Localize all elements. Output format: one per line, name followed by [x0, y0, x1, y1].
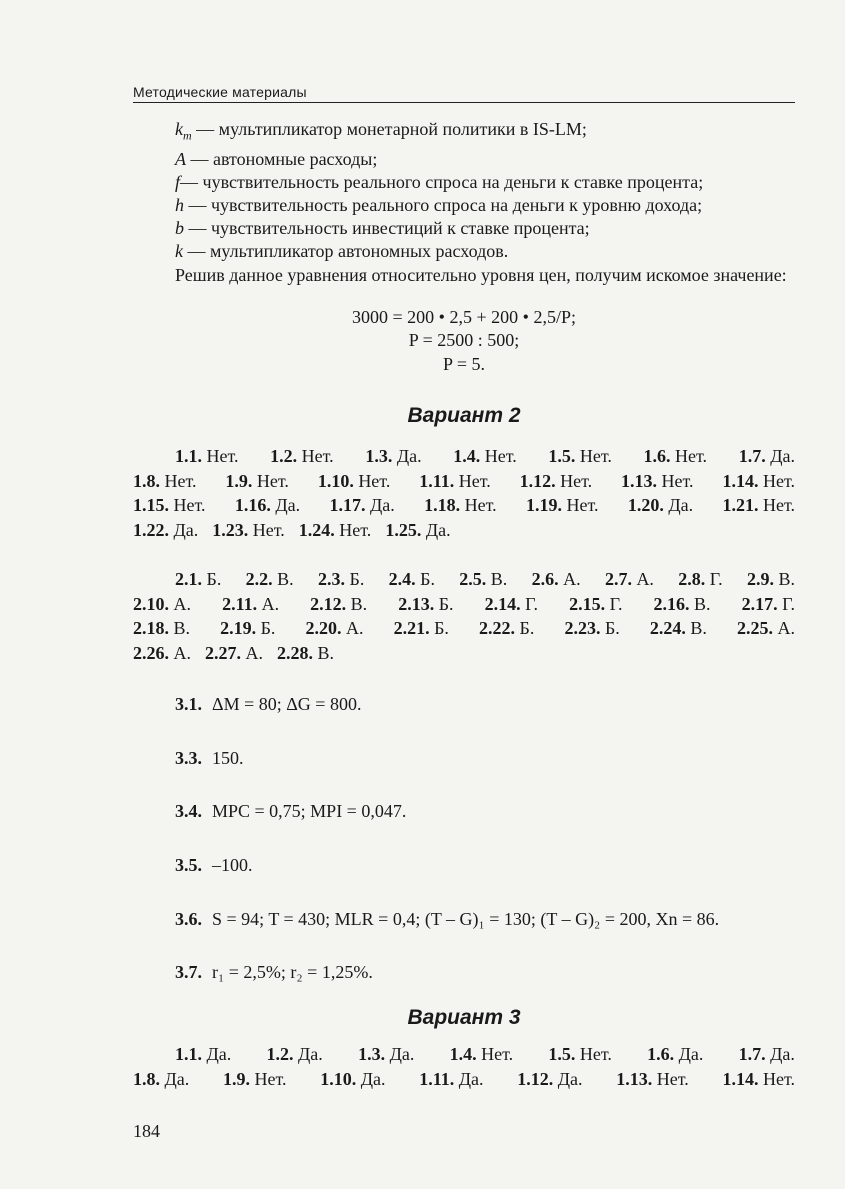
answer-item: 2.9. В.	[746, 569, 795, 589]
definitions-list	[175, 118, 703, 263]
answer-item: 1.7. Да.	[738, 1044, 795, 1064]
answer-item: 2.16. В.	[653, 593, 711, 614]
equation-1: 3000 = 200 • 2,5 + 200 • 2,5/P;	[352, 307, 576, 327]
running-header: Методические материалы	[133, 84, 795, 103]
answer-item: 2.19. Б.	[220, 618, 276, 638]
variant-2-heading: Вариант 2	[407, 404, 521, 427]
equation-2: P = 2500 : 500;	[408, 330, 520, 350]
variant-3-heading: Вариант 3	[407, 1006, 521, 1029]
answer-item: 1.23. Нет.	[212, 519, 285, 540]
answer-item: 2.25. А.	[736, 618, 795, 638]
definition-line: f— чувствительность реального спроса на деньги к ставке процента;	[175, 171, 704, 192]
answer-item: 1.7. Да.	[738, 446, 795, 466]
answer-item: 2.23. Б.	[564, 618, 620, 638]
answer-item: 1.11. Нет.	[419, 470, 491, 491]
answer-item: 1.22. Да.	[133, 519, 199, 540]
answer-item: 2.15. Г.	[569, 593, 623, 614]
answer-item: 1.17. Да.	[329, 495, 395, 515]
answer-item: 2.12. В.	[310, 593, 368, 614]
answer-item: 2.22. Б.	[479, 618, 535, 638]
answer-item: 1.12. Да.	[517, 1068, 583, 1089]
answer-row	[133, 641, 795, 666]
equation-3: P = 5.	[443, 354, 485, 374]
answer-3-item: 3.6. S = 94; T = 430; MLR = 0,4; (T – G)₁ = 130; (T – G)₂ = 200, Xn = 86.	[175, 909, 720, 929]
answer-row	[133, 592, 795, 617]
answer-item: 1.4. Нет.	[449, 1044, 514, 1064]
answer-3-item: 3.5. –100.	[175, 855, 253, 875]
answer-item: 2.6. А.	[531, 569, 581, 589]
answer-item: 2.24. В.	[649, 618, 707, 638]
answer-item: 1.14. Нет.	[722, 470, 795, 491]
variant-2-section-2	[133, 567, 795, 665]
answer-item: 1.9. Нет.	[225, 470, 289, 491]
answer-item: 2.21. Б.	[393, 618, 449, 638]
answer-item: 1.19. Нет.	[525, 495, 599, 515]
answer-item: 1.4. Нет.	[453, 446, 517, 466]
answer-3-item: 3.4. MPC = 0,75; MPI = 0,047.	[175, 801, 407, 821]
answer-item: 1.2. Да.	[266, 1044, 323, 1064]
answer-row	[133, 518, 795, 543]
answer-item: 1.16. Да.	[234, 495, 301, 515]
answer-3-item: 3.1. ΔM = 80; ΔG = 800.	[175, 694, 362, 714]
answer-item: 2.1. Б.	[175, 569, 222, 589]
answer-item: 2.27. А.	[205, 642, 263, 663]
variant-3-section-1	[133, 1042, 795, 1091]
answer-item: 1.1. Да.	[175, 1044, 232, 1064]
definition-line: b — чувствительность инвестиций к ставке процента;	[175, 217, 590, 238]
answer-item: 1.21. Нет.	[722, 495, 795, 515]
answer-item: 1.10. Нет.	[317, 470, 391, 491]
answer-item: 1.12. Нет.	[519, 470, 593, 491]
answer-item: 2.2. В.	[245, 569, 294, 589]
answer-item: 1.3. Да.	[358, 1044, 415, 1064]
answer-item: 1.13. Нет.	[616, 1068, 689, 1089]
answer-item: 2.17. Г.	[741, 593, 795, 614]
definition-line: k — мультипликатор автономных расходов.	[175, 240, 509, 261]
answer-row	[133, 616, 795, 641]
answer-item: 1.20. Да.	[627, 495, 694, 515]
answer-item: 2.14. Г.	[484, 593, 539, 614]
answer-item: 2.10. А.	[133, 593, 191, 614]
answer-item: 1.3. Да.	[365, 446, 422, 466]
answer-3-item: 3.7. r₁ = 2,5%; r₂ = 1,25%.	[175, 962, 373, 982]
answer-item: 2.26. А.	[133, 642, 191, 663]
page-number: 184	[133, 1121, 160, 1141]
answer-item: 1.8. Нет.	[133, 470, 197, 491]
answer-item: 1.5. Нет.	[548, 446, 612, 466]
answer-item: 1.25. Да.	[385, 519, 451, 540]
answer-item: 1.5. Нет.	[548, 1044, 612, 1064]
answer-item: 2.13. Б.	[398, 593, 454, 614]
answer-item: 1.2. Нет.	[270, 446, 334, 466]
answer-item: 2.4. Б.	[388, 569, 435, 589]
answer-item: 1.10. Да.	[320, 1068, 386, 1089]
answer-row	[133, 493, 795, 518]
variant-2-section-1	[133, 444, 795, 542]
answer-item: 1.24. Нет.	[298, 519, 372, 540]
definition-line: h — чувствительность реального спроса на деньги к уровню дохода;	[175, 194, 703, 215]
answer-item: 2.5. В.	[459, 569, 508, 589]
answer-row	[133, 1067, 795, 1092]
answer-item: 2.18. В.	[133, 618, 191, 638]
answer-item: 1.13. Нет.	[621, 470, 694, 491]
answer-item: 2.11. А.	[222, 593, 280, 614]
answer-item: 1.18. Нет.	[424, 495, 497, 515]
answer-item: 1.8. Да.	[133, 1068, 190, 1089]
answer-row	[133, 444, 795, 469]
answer-row	[133, 567, 795, 592]
answer-item: 1.15. Нет.	[133, 495, 206, 515]
answer-item: 2.20. А.	[305, 618, 364, 638]
answer-item: 2.28. В.	[277, 642, 335, 663]
answer-item: 2.8. Г.	[678, 569, 723, 589]
answer-item: 1.6. Нет.	[643, 446, 708, 466]
answer-item: 1.1. Нет.	[175, 446, 239, 466]
solution-paragraph: Решив данное уравнения относительно уровня цен, получим искомое значение:	[175, 265, 787, 285]
definition-line: A — автономные расходы;	[175, 148, 378, 169]
answer-row	[133, 1042, 795, 1067]
answer-item: 1.14. Нет.	[722, 1068, 795, 1089]
answer-item: 1.9. Нет.	[223, 1068, 287, 1089]
answer-item: 1.6. Да.	[647, 1044, 704, 1064]
answer-item: 2.3. Б.	[317, 569, 365, 589]
answer-item: 1.11. Да.	[419, 1068, 484, 1089]
definition-line: $k_m$ — мультипликатор монетарной политики в IS-LM;	[175, 119, 587, 143]
answer-3-item: 3.3. 150.	[175, 748, 244, 768]
answer-row	[133, 469, 795, 494]
answer-item: 2.7. А.	[604, 569, 654, 589]
